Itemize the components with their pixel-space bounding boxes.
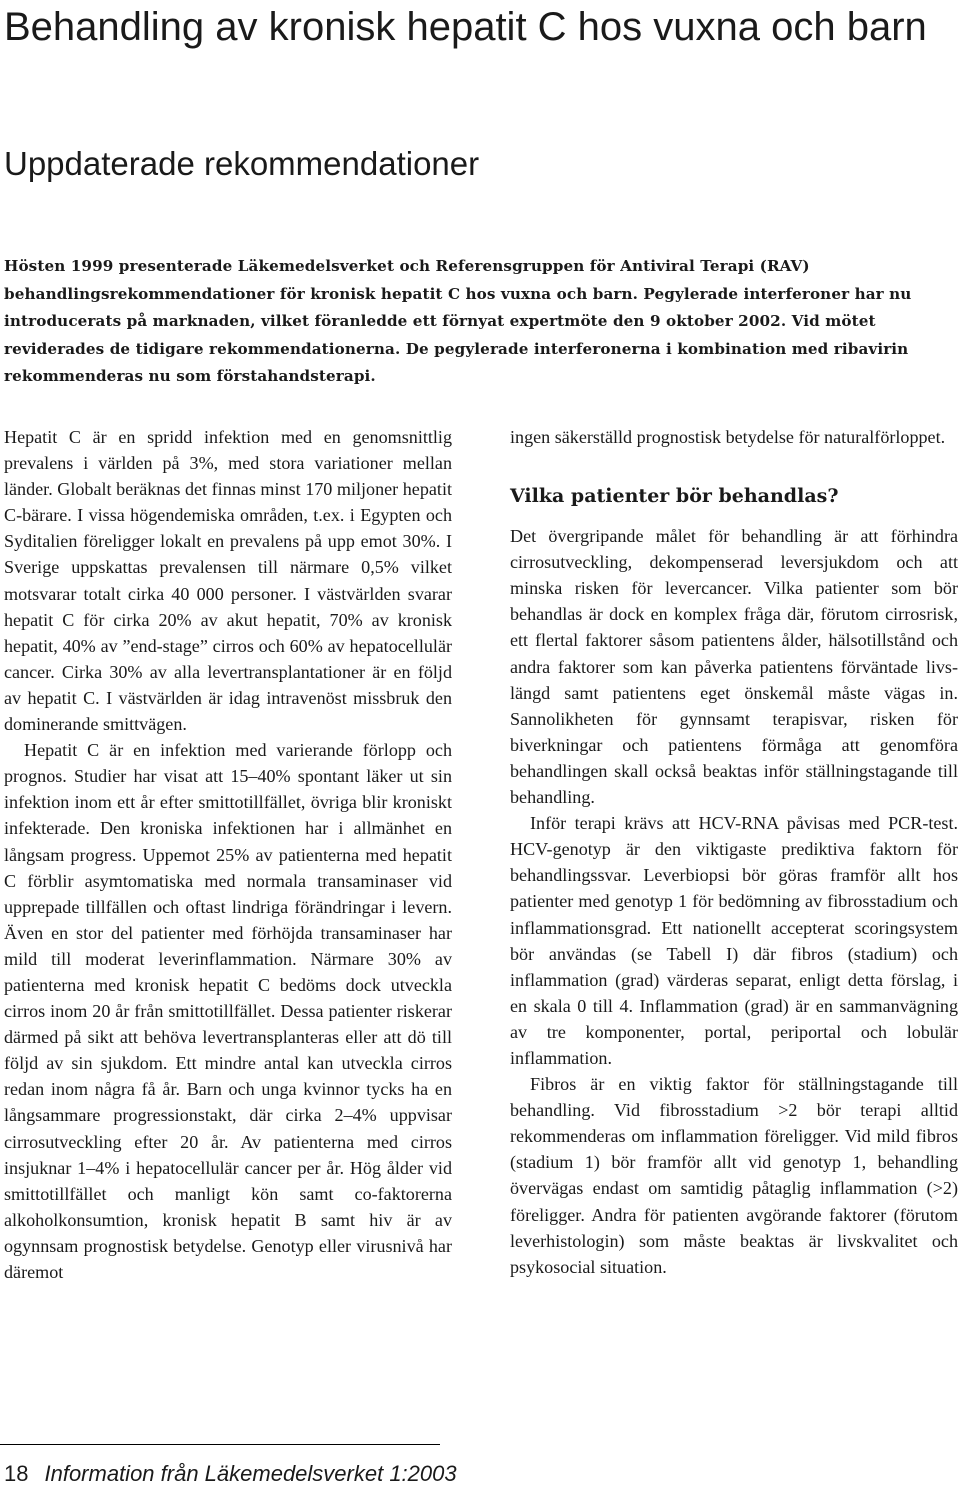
page-title: Behandling av kronisk hepatit C hos vuxna och barn <box>4 5 927 49</box>
left-column <box>4 424 452 1285</box>
page-footer <box>4 1460 457 1488</box>
intro-paragraph: Hösten 1999 presenterade Läkemedelsverket och Referensgruppen för Antiviral Terapi (RAV) behandlingsrekommendationer för kronisk hepatit C hos vuxna och barn. Pegylerade interferoner har nu introducerats på marknaden, vilket föranledde ett förnyat expertmöte den 9 oktober 2002. Vid mötet reviderades de tidigare rekommendationerna. De pegylerade interferonerna i kombination med ribavirin rekommenderas nu som förstahandsterapi. <box>4 257 912 385</box>
body-paragraph: ingen säkerställd prognostisk betydelse för naturalförloppet. <box>510 427 946 447</box>
page-subtitle: Uppdaterade rekommendationer <box>4 145 480 182</box>
body-paragraph: Hepatit C är en infektion med varierande förlopp och prognos. Studier har visat att 15–40% spontant läker ut sin infektion inom ett år efter smittotillfället, övriga blir kroniskt infekterade. Den kroniska infektionen har i allmänhet en långsam progress. Uppemot 25% av patienterna med hepatit C förblir asymtomatiska med normala transaminaser vid upprepade tillfällen och oftast lindriga förändringar i levern. Även en stor del patienter med förhöjda transaminaser har mild till moderat leverinflammation. Närmare 30% av patienterna med kronisk hepatit C bedöms dock utveckla cirros inom 20 år från smittotillfället. Dessa patienter riskerar därmed på sikt att behöva levertransplanteras eller att dö till följd av sin sjukdom. Ett mindre antal kan utveckla cirros redan inom några få år. Barn och unga kvinnor tycks ha en långsammare progressionstakt, där cirka 2–4% uppvisar cirrosutveckling efter 20 år. Av patienterna med cirros insjuknar 1–4% i hepatocellulär cancer per år. Hög ålder vid smittotillfället och manligt kön samt co-faktorerna alkoholkonsumtion, kronisk hepatit B samt hiv är av ogynnsam prognostisk betydelse. Genotyp eller virusnivå har däremot <box>4 740 452 1282</box>
publication-name: Information från Läkemedelsverket 1:2003 <box>44 1461 457 1486</box>
right-column <box>510 424 958 1280</box>
body-paragraph: Det övergripande målet för behandling är att förhindra cirrosutveckling, dekompenserad leversjukdom och att minska risken för levercancer. Vilka patienter som bör behandlas är dock en komplex fråga där, förutom cirrosrisk, ett flertal faktorer såsom patientens ålder, hälsotillstånd och andra faktorer som kan påverka patientens förväntade livslängd samt patientens eget önskemål måste vägas in. Sannolikheten för gynnsamt terapisvar, risken för biverkningar och patientens förmåga att genomföra behandlingen skall också beaktas inför ställningstagande till behandling. <box>510 526 958 808</box>
body-paragraph: Fibros är en viktig faktor för ställningstagande till behandling. Vid fibrosstadium >2 bör terapi alltid rekommenderas om inflammation föreligger. Vid mild fibros (stadium 1) bör framför allt vid genotyp 1, behandling övervägas endast om samtidig påtaglig inflammation (>2) föreligger. Andra för patienten avgörande faktorer (förutom leverhistologin) som måste beaktas är livskvalitet och psykosocial situation. <box>510 1074 958 1277</box>
body-paragraph: Hepatit C är en spridd infektion med en genomsnittlig prevalens i världen på 3%, med stora variationer mellan länder. Globalt beräknas det finnas minst 170 miljoner hepatit C-bärare. I vissa högendemiska områden, t.ex. i Egypten och Syditalien föreligger lokalt en prevalens på upp emot 30%. I Sverige uppskattas prevalensen till närmare 0,5% vilket motsvarar totalt cirka 40 000 personer. I västvärlden svarar hepatit C för cirka 20% av akut hepatit, 70% av kronisk hepatit, 40% av ”end-stage” cirros och 60% av hepatocellulär cancer. Cirka 30% av alla levertransplantationer är en följd av hepatit C. I västvärlden är idag intravenöst missbruk den dominerande smittvägen. <box>4 427 452 735</box>
section-heading: Vilka patienter bör behandlas? <box>510 485 839 508</box>
page-number: 18 <box>4 1461 29 1486</box>
body-paragraph: Inför terapi krävs att HCV-RNA påvisas med PCR-test. HCV-genotyp är den viktigaste prediktiva faktorn för behandlingssvar. Leverbiopsi bör göras framför allt hos patienter med genotyp 1 för bedömning av fibrosstadium och inflammationsgrad. Ett nationellt accepterat scoringsystem bör användas (se Tabell I) där fibros (stadium) och inflammation (grad) värderas separat, enligt detta förslag, i en skala 0 till 4. Inflammation (grad) är en sammanvägning av tre komponenter, portal, periportal och lobulär inflammation. <box>510 813 958 1068</box>
footer-divider <box>0 1444 440 1445</box>
